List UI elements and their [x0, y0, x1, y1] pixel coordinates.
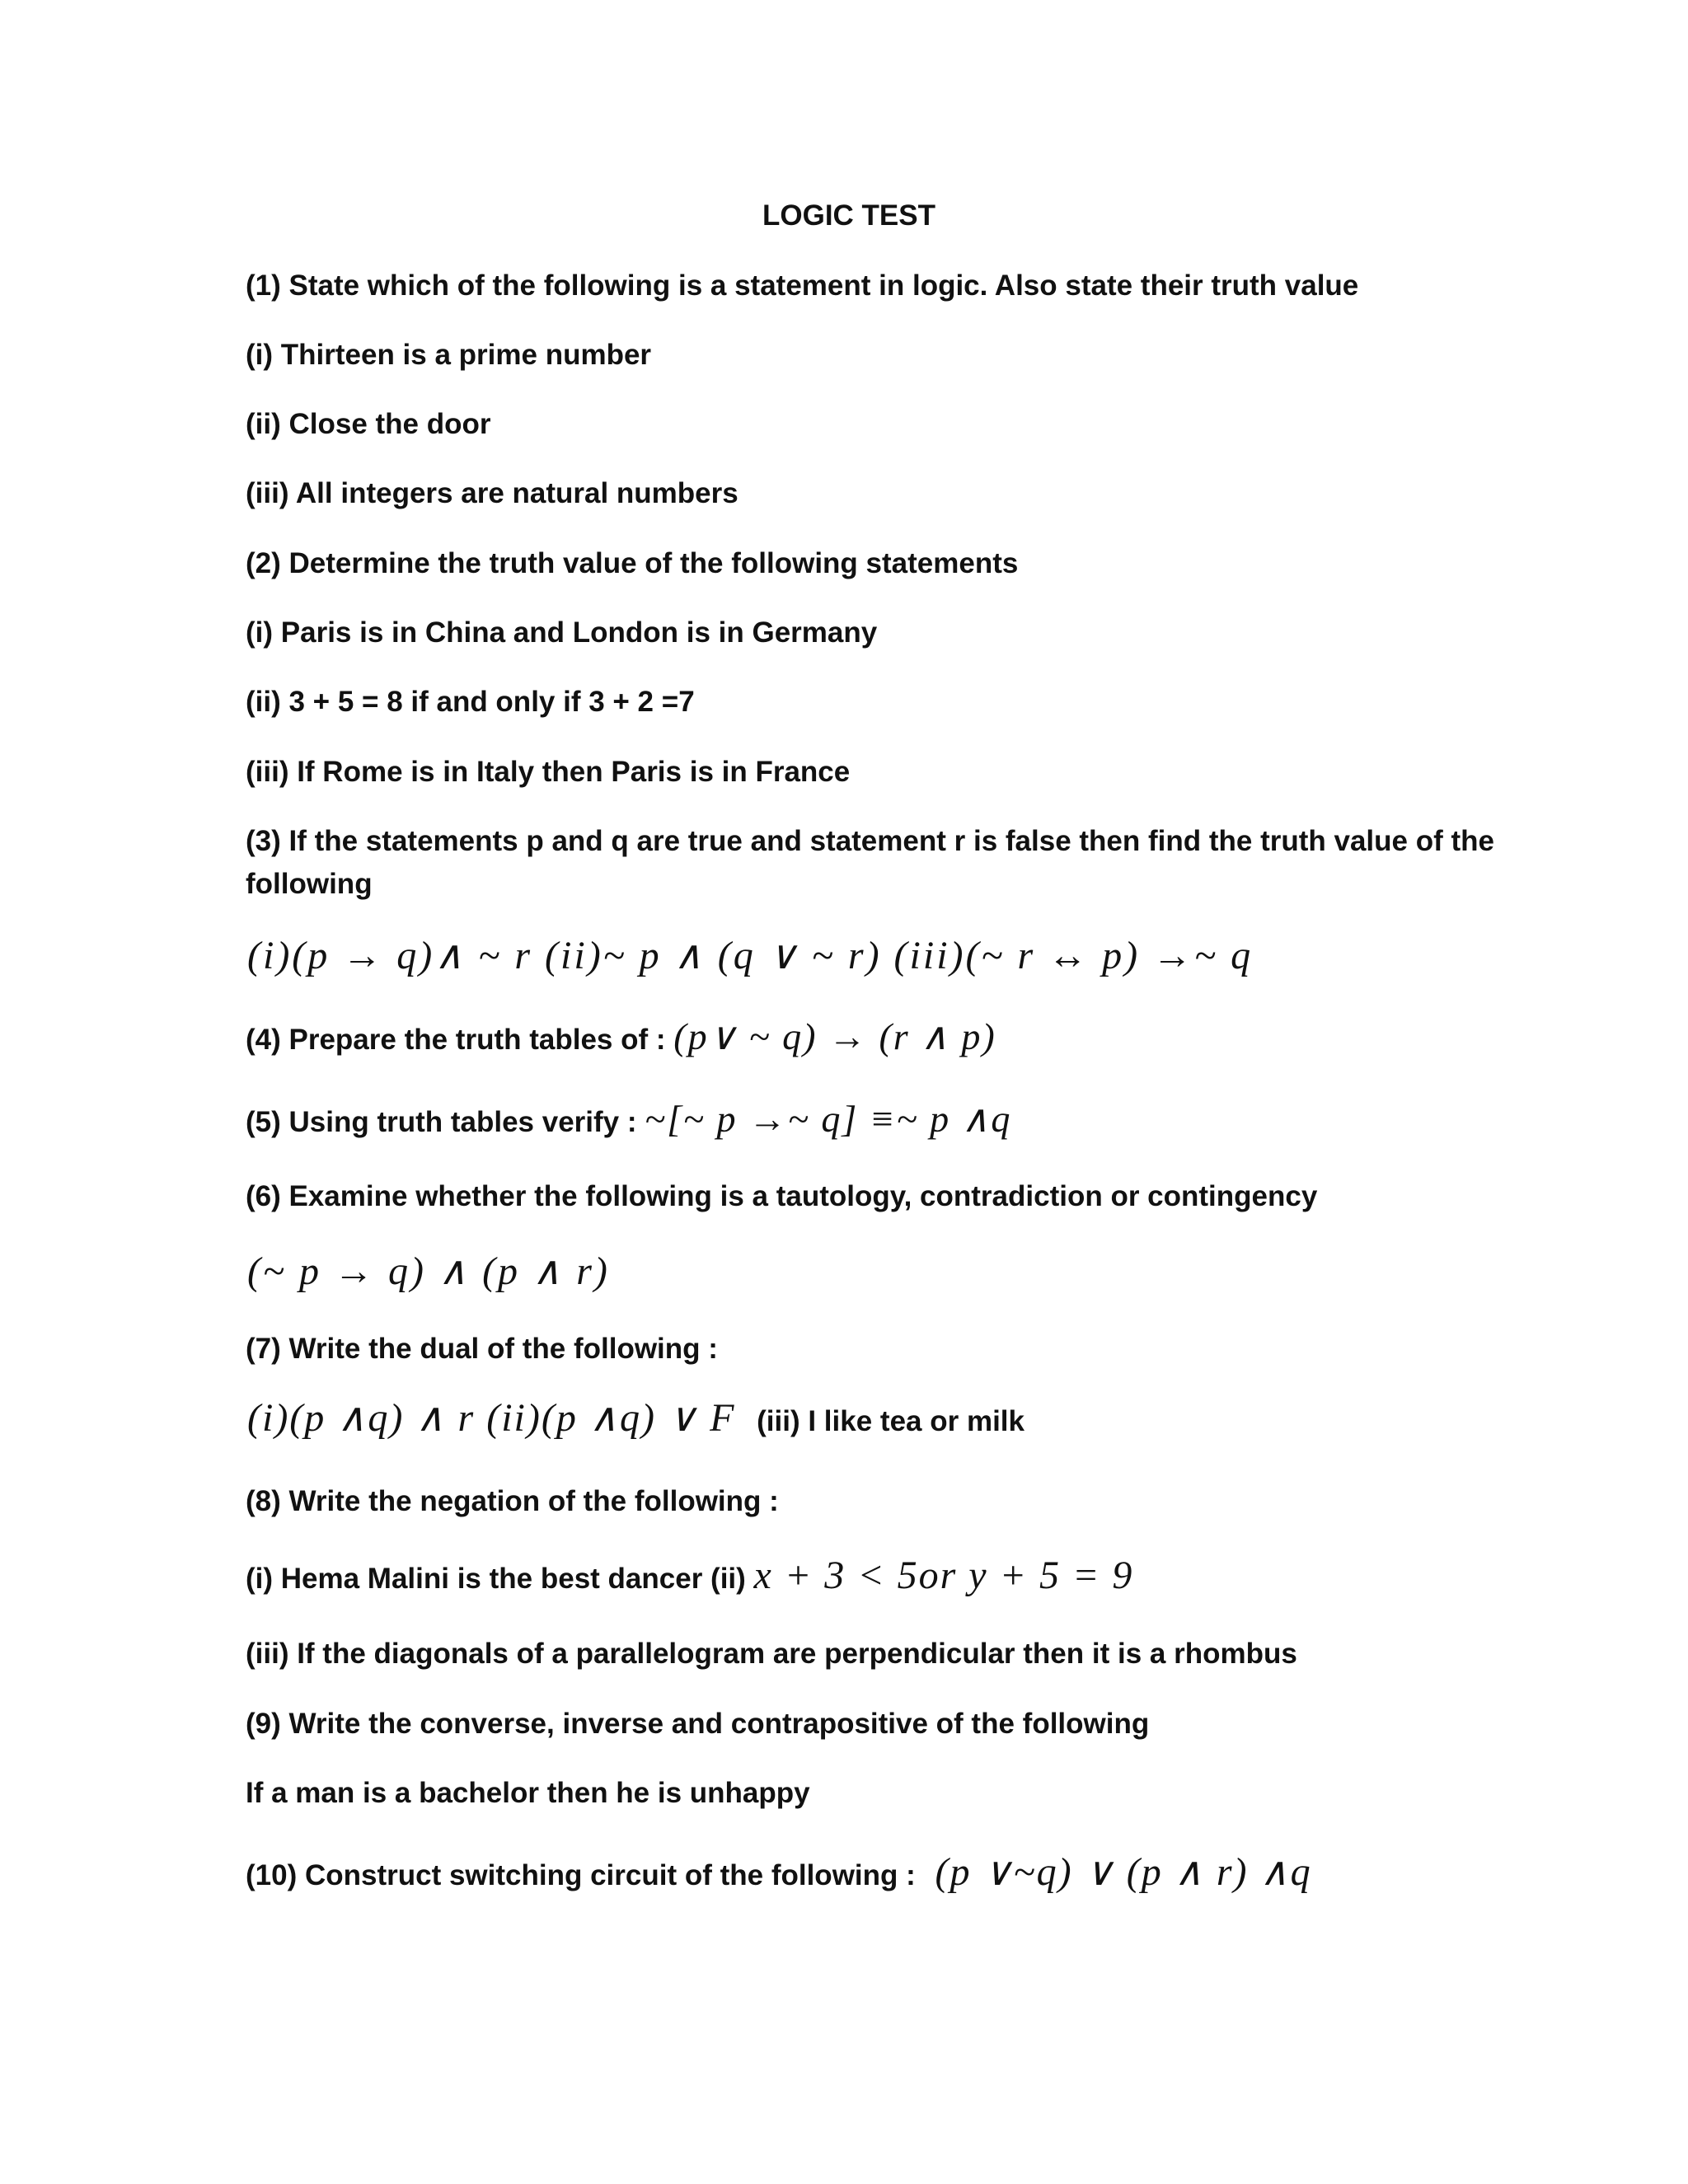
q7-items-line	[247, 1396, 1025, 1440]
q3-heading-line1: (3) If the statements p and q are true and statement r is false then find the truth value of the	[246, 825, 1494, 857]
q4-text: (4) Prepare the truth tables of :	[246, 1024, 666, 1056]
q6-heading: (6) Examine whether the following is a tautology, contradiction or contingency	[246, 1180, 1318, 1212]
q7-item-iii: (iii) I like tea or milk	[757, 1405, 1025, 1437]
q8-expression: x + 3 < 5or y + 5 = 9	[753, 1554, 1134, 1597]
q8-item-iii: (iii) If the diagonals of a parallelogram are perpendicular then it is a rhombus	[246, 1638, 1297, 1670]
q1-item-iii: (iii) All integers are natural numbers	[246, 477, 738, 509]
q7-heading: (7) Write the dual of the following :	[246, 1333, 718, 1365]
q6-expression: (~ p → q) ∧ (p ∧ r)	[247, 1249, 610, 1293]
q9-statement: If a man is a bachelor then he is unhappy	[246, 1777, 810, 1809]
q5-text: (5) Using truth tables verify :	[246, 1106, 637, 1138]
q3-expression: (i)(p → q)∧ ~ r (ii)~ p ∧ (q ∨ ~ r) (iii)(~ r ↔ p) →~ q	[247, 934, 1254, 977]
q8-heading: (8) Write the negation of the following :	[246, 1485, 779, 1517]
q7-expression: (i)(p ∧q) ∧ r (ii)(p ∧q) ∨ F	[247, 1396, 736, 1440]
q3-heading-line2: following	[246, 868, 373, 900]
q1-item-i: (i) Thirteen is a prime number	[246, 339, 652, 371]
q4-expression: (p∨ ~ q) → (r ∧ p)	[673, 1015, 996, 1057]
page-title	[0, 198, 1688, 234]
q8-items-line	[246, 1554, 1134, 1597]
q5-expression: ~[~ p →~ q] ≡~ p ∧q	[645, 1098, 1012, 1140]
page-title-text: LOGIC TEST	[762, 199, 935, 232]
q1-heading: (1) State which of the following is a statement in logic. Also state their truth value	[246, 269, 1359, 302]
q5-line	[246, 1098, 1012, 1141]
q10-expression: (p ∨~q) ∨ (p ∧ r) ∧q	[935, 1850, 1312, 1894]
q1-item-ii: (ii) Close the door	[246, 408, 491, 440]
q9-heading: (9) Write the converse, inverse and contrapositive of the following	[246, 1708, 1150, 1740]
q8-item-i-ii: (i) Hema Malini is the best dancer (ii)	[246, 1563, 746, 1595]
q10-text: (10) Construct switching circuit of the following :	[246, 1859, 916, 1891]
q10-line	[246, 1850, 1312, 1894]
q2-item-i: (i) Paris is in China and London is in Germany	[246, 616, 878, 649]
q2-heading: (2) Determine the truth value of the following statements	[246, 547, 1019, 579]
q4-line	[246, 1015, 996, 1058]
q2-item-iii: (iii) If Rome is in Italy then Paris is in France	[246, 756, 851, 788]
q2-item-ii: (ii) 3 + 5 = 8 if and only if 3 + 2 =7	[246, 686, 695, 718]
